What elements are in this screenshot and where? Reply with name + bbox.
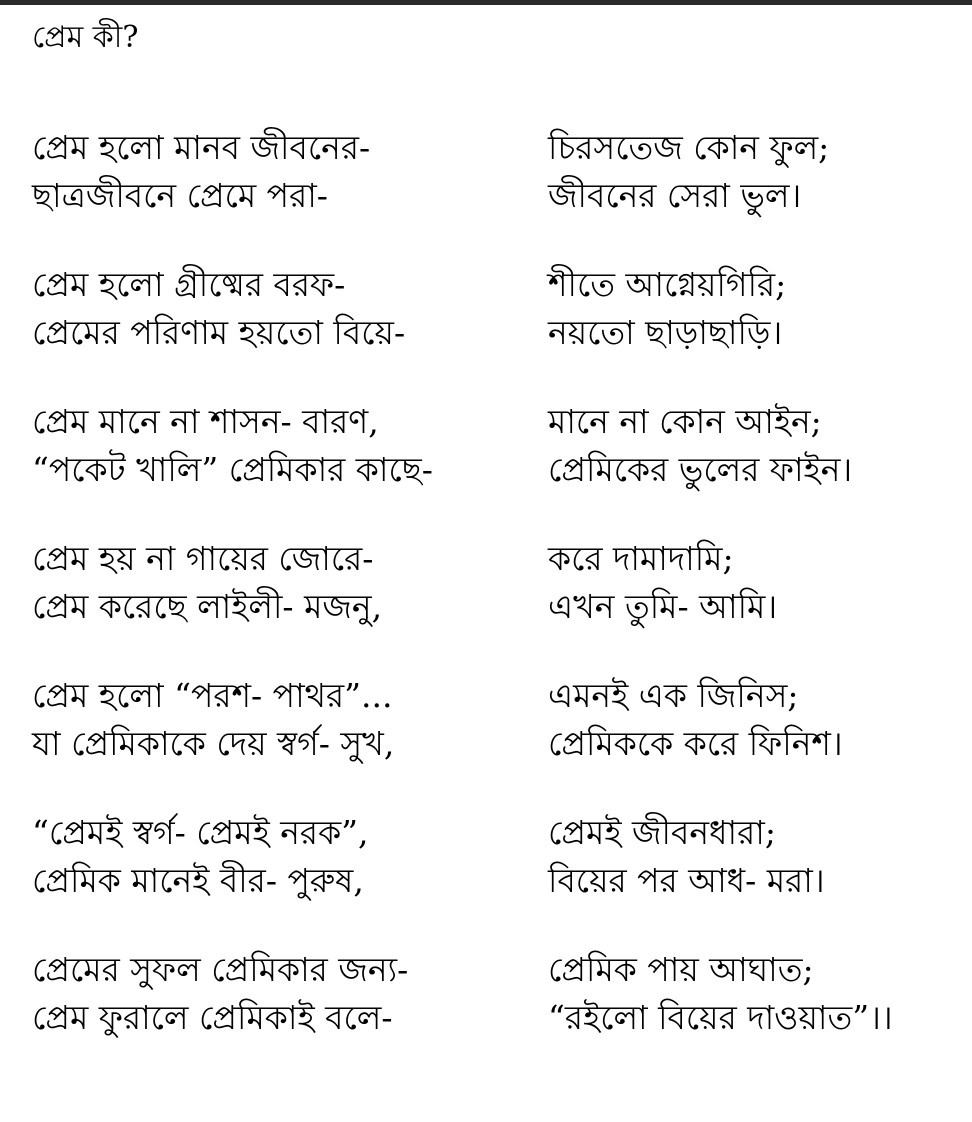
line-left-half: “পকেট খালি” প্রেমিকার কাছে-	[32, 450, 433, 489]
poem-line	[0, 535, 972, 583]
line-left-half: প্রেম হলো “পরশ- পাথর”...	[32, 676, 393, 715]
line-right-half: জীবনের সেরা ভুল।	[548, 176, 802, 215]
poem-line	[0, 809, 972, 857]
poem-title: প্রেম কী?	[32, 20, 139, 55]
poem-body	[0, 124, 972, 1083]
line-left-half: প্রেমের সুফল প্রেমিকার জন্য-	[32, 950, 409, 989]
stanza-4	[0, 535, 972, 672]
line-left-half: “প্রেমই স্বর্গ- প্রেমই নরক”,	[32, 813, 369, 852]
stanza-2	[0, 261, 972, 398]
line-right-half: প্রেমই জীবনধারা;	[548, 813, 776, 852]
poem-line	[0, 124, 972, 172]
poem-line	[0, 672, 972, 720]
poem-line	[0, 398, 972, 446]
poem-line	[0, 446, 972, 494]
line-right-half: প্রেমিকের ভুলের ফাইন।	[548, 450, 853, 489]
stanza-5	[0, 672, 972, 809]
line-right-half: করে দামাদামি;	[548, 539, 734, 578]
line-right-half: প্রেমিক পায় আঘাত;	[548, 950, 814, 989]
line-right-half: “রইলো বিয়ের দাওয়াত”।।	[548, 998, 893, 1037]
line-right-half: এখন তুমি- আমি।	[548, 587, 778, 626]
stanza-3	[0, 398, 972, 535]
poem-line	[0, 946, 972, 994]
line-left-half: প্রেমের পরিণাম হয়তো বিয়ে-	[32, 313, 406, 352]
line-right-half: শীতে আগ্নেয়গিরি;	[548, 265, 787, 304]
line-right-half: চিরসতেজ কোন ফুল;	[548, 128, 830, 167]
poem-line	[0, 994, 972, 1042]
poem-line	[0, 172, 972, 220]
line-left-half: প্রেম ফুরালে প্রেমিকাই বলে-	[32, 998, 393, 1037]
poem-line	[0, 309, 972, 357]
line-right-half: মানে না কোন আইন;	[548, 402, 822, 441]
line-right-half: বিয়ের পর আধ- মরা।	[548, 861, 825, 900]
line-left-half: যা প্রেমিকাকে দেয় স্বর্গ- সুখ,	[32, 724, 395, 763]
poem-line	[0, 261, 972, 309]
line-left-half: প্রেম হয় না গায়ের জোরে-	[32, 539, 374, 578]
poem-line	[0, 857, 972, 905]
line-left-half: প্রেম হলো মানব জীবনের-	[32, 128, 371, 167]
top-border-line	[0, 0, 972, 5]
line-left-half: প্রেম করেছে লাইলী- মজনু,	[32, 587, 383, 626]
poem-line	[0, 720, 972, 768]
line-right-half: নয়তো ছাড়াছাড়ি।	[548, 313, 783, 352]
line-left-half: প্রেম হলো গ্রীষ্মের বরফ-	[32, 265, 346, 304]
line-right-half: প্রেমিককে করে ফিনিশ।	[548, 724, 843, 763]
line-right-half: এমনই এক জিনিস;	[548, 676, 799, 715]
stanza-6	[0, 809, 972, 946]
line-left-half: প্রেমিক মানেই বীর- পুরুষ,	[32, 861, 364, 900]
stanza-7	[0, 946, 972, 1083]
poem-line	[0, 583, 972, 631]
line-left-half: ছাত্রজীবনে প্রেমে পরা-	[32, 176, 328, 215]
stanza-1	[0, 124, 972, 261]
line-left-half: প্রেম মানে না শাসন- বারণ,	[32, 402, 379, 441]
